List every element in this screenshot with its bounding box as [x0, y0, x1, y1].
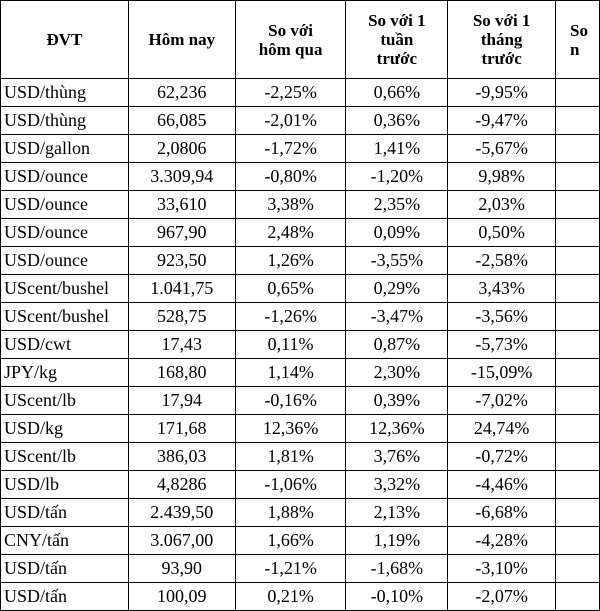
vs-1-month-cell: -0,72%: [448, 443, 556, 471]
vs-1-month-cell: -4,28%: [448, 527, 556, 555]
header-line: Hôm nay: [148, 30, 216, 49]
vs-1-week-cell: 0,29%: [346, 275, 448, 303]
vs-yesterday-cell: -1,06%: [235, 471, 346, 499]
vs-1-week-cell: 0,66%: [346, 79, 448, 107]
today-cell: 3.309,94: [128, 163, 235, 191]
vs-1-month-cell: -6,68%: [448, 499, 556, 527]
vs-1-week-cell: 1,19%: [346, 527, 448, 555]
unit-cell: USD/cwt: [1, 331, 129, 359]
unit-cell: UScent/lb: [1, 387, 129, 415]
cut-off-cell: [556, 443, 600, 471]
cut-off-cell: [556, 387, 600, 415]
vs-1-week-cell: -3,55%: [346, 247, 448, 275]
vs-1-week-cell: 2,30%: [346, 359, 448, 387]
table-row: [1, 331, 600, 359]
today-cell: 2.439,50: [128, 499, 235, 527]
header-row: [1, 1, 600, 79]
cut-off-cell: [556, 359, 600, 387]
cut-off-cell: [556, 527, 600, 555]
header-line: So với: [268, 20, 313, 40]
vs-1-week-cell: 0,39%: [346, 387, 448, 415]
vs-1-month-cell: -2,07%: [448, 583, 556, 611]
vs-1-month-cell: 9,98%: [448, 163, 556, 191]
vs-1-month-cell: 24,74%: [448, 415, 556, 443]
table-row: [1, 527, 600, 555]
cut-off-cell: [556, 247, 600, 275]
table-row: [1, 387, 600, 415]
unit-cell: USD/ounce: [1, 247, 129, 275]
unit-cell: USD/tấn: [1, 499, 129, 527]
vs-1-month-cell: -5,73%: [448, 331, 556, 359]
header-line: trước: [376, 49, 418, 68]
header-line: So: [570, 20, 588, 40]
table-row: [1, 219, 600, 247]
today-cell: 100,09: [128, 583, 235, 611]
today-cell: 528,75: [128, 303, 235, 331]
vs-1-month-cell: -4,46%: [448, 471, 556, 499]
today-cell: 967,90: [128, 219, 235, 247]
vs-1-month-cell: -2,58%: [448, 247, 556, 275]
vs-yesterday-cell: 0,21%: [235, 583, 346, 611]
unit-cell: CNY/tấn: [1, 527, 129, 555]
vs-1-month-cell: -15,09%: [448, 359, 556, 387]
unit-cell: UScent/bushel: [1, 275, 129, 303]
unit-cell: USD/thùng: [1, 107, 129, 135]
vs-1-week-cell: 3,32%: [346, 471, 448, 499]
vs-1-month-cell: -3,56%: [448, 303, 556, 331]
unit-cell: USD/kg: [1, 415, 129, 443]
today-cell: 3.067,00: [128, 527, 235, 555]
vs-1-week-cell: 0,09%: [346, 219, 448, 247]
today-cell: 33,610: [128, 191, 235, 219]
vs-1-week-cell: -1,68%: [346, 555, 448, 583]
table-row: [1, 303, 600, 331]
table-row: [1, 107, 600, 135]
vs-yesterday-cell: 2,48%: [235, 219, 346, 247]
vs-yesterday-cell: 1,66%: [235, 527, 346, 555]
cut-off-cell: [556, 163, 600, 191]
unit-cell: UScent/lb: [1, 443, 129, 471]
cut-off-cell: [556, 191, 600, 219]
today-cell: 4,8286: [128, 471, 235, 499]
vs-yesterday-cell: 1,88%: [235, 499, 346, 527]
vs-yesterday-cell: 12,36%: [235, 415, 346, 443]
vs-1-week-cell: -1,20%: [346, 163, 448, 191]
vs-1-week-cell: 2,35%: [346, 191, 448, 219]
vs-1-week-cell: 0,87%: [346, 331, 448, 359]
table-body: [1, 79, 600, 611]
vs-yesterday-cell: 0,11%: [235, 331, 346, 359]
table-row: [1, 555, 600, 583]
vs-yesterday-cell: 1,26%: [235, 247, 346, 275]
header-today: [128, 1, 235, 79]
unit-cell: USD/tấn: [1, 555, 129, 583]
today-cell: 62,236: [128, 79, 235, 107]
header-vs-cut: [556, 1, 600, 79]
unit-cell: USD/lb: [1, 471, 129, 499]
vs-yesterday-cell: -0,16%: [235, 387, 346, 415]
today-cell: 168,80: [128, 359, 235, 387]
unit-cell: USD/ounce: [1, 219, 129, 247]
cut-off-cell: [556, 499, 600, 527]
vs-1-month-cell: -9,95%: [448, 79, 556, 107]
today-cell: 386,03: [128, 443, 235, 471]
vs-1-month-cell: -3,10%: [448, 555, 556, 583]
vs-yesterday-cell: -2,25%: [235, 79, 346, 107]
table-row: [1, 359, 600, 387]
unit-cell: USD/ounce: [1, 191, 129, 219]
vs-yesterday-cell: 0,65%: [235, 275, 346, 303]
vs-1-week-cell: 12,36%: [346, 415, 448, 443]
vs-yesterday-cell: -1,21%: [235, 555, 346, 583]
table-row: [1, 163, 600, 191]
header-line: tuần: [380, 30, 414, 49]
vs-1-week-cell: -3,47%: [346, 303, 448, 331]
table-row: [1, 415, 600, 443]
today-cell: 2,0806: [128, 135, 235, 163]
cut-off-cell: [556, 79, 600, 107]
unit-cell: JPY/kg: [1, 359, 129, 387]
unit-cell: USD/thùng: [1, 79, 129, 107]
header-line: So với 1: [368, 11, 426, 30]
vs-yesterday-cell: -1,26%: [235, 303, 346, 331]
header-line: trước: [481, 49, 522, 68]
table-row: [1, 191, 600, 219]
today-cell: 66,085: [128, 107, 235, 135]
header-vs-1-week: [346, 1, 448, 79]
unit-cell: UScent/bushel: [1, 303, 129, 331]
vs-1-month-cell: 0,50%: [448, 219, 556, 247]
today-cell: 17,94: [128, 387, 235, 415]
cut-off-cell: [556, 415, 600, 443]
unit-cell: USD/gallon: [1, 135, 129, 163]
vs-yesterday-cell: 1,14%: [235, 359, 346, 387]
vs-yesterday-cell: -0,80%: [235, 163, 346, 191]
vs-yesterday-cell: -2,01%: [235, 107, 346, 135]
vs-yesterday-cell: 3,38%: [235, 191, 346, 219]
cut-off-cell: [556, 219, 600, 247]
header-vs-1-month: [448, 1, 556, 79]
cut-off-cell: [556, 107, 600, 135]
header-line: hôm qua: [258, 39, 323, 59]
header-unit: [1, 1, 129, 79]
table-row: [1, 499, 600, 527]
header-line: So với 1: [472, 11, 531, 30]
header-line: tháng: [480, 30, 523, 49]
vs-1-week-cell: 2,13%: [346, 499, 448, 527]
today-cell: 923,50: [128, 247, 235, 275]
vs-1-week-cell: 0,36%: [346, 107, 448, 135]
unit-cell: USD/ounce: [1, 163, 129, 191]
table-row: [1, 247, 600, 275]
vs-1-month-cell: -9,47%: [448, 107, 556, 135]
header-line: ĐVT: [46, 30, 83, 49]
table-row: [1, 135, 600, 163]
cut-off-cell: [556, 471, 600, 499]
cut-off-cell: [556, 303, 600, 331]
header-vs-yesterday: [235, 1, 346, 79]
header-line: n: [570, 39, 580, 59]
today-cell: 93,90: [128, 555, 235, 583]
vs-1-week-cell: -0,10%: [346, 583, 448, 611]
vs-1-month-cell: 2,03%: [448, 191, 556, 219]
cut-off-cell: [556, 135, 600, 163]
table-row: [1, 471, 600, 499]
vs-yesterday-cell: 1,81%: [235, 443, 346, 471]
today-cell: 17,43: [128, 331, 235, 359]
vs-1-month-cell: -5,67%: [448, 135, 556, 163]
cut-off-cell: [556, 331, 600, 359]
vs-1-month-cell: 3,43%: [448, 275, 556, 303]
vs-1-week-cell: 1,41%: [346, 135, 448, 163]
unit-cell: USD/tấn: [1, 583, 129, 611]
cut-off-cell: [556, 583, 600, 611]
vs-yesterday-cell: -1,72%: [235, 135, 346, 163]
vs-1-month-cell: -7,02%: [448, 387, 556, 415]
cut-off-cell: [556, 555, 600, 583]
cut-off-cell: [556, 275, 600, 303]
table-row: [1, 583, 600, 611]
today-cell: 1.041,75: [128, 275, 235, 303]
table-row: [1, 79, 600, 107]
today-cell: 171,68: [128, 415, 235, 443]
table-row: [1, 275, 600, 303]
vs-1-week-cell: 3,76%: [346, 443, 448, 471]
table-row: [1, 443, 600, 471]
